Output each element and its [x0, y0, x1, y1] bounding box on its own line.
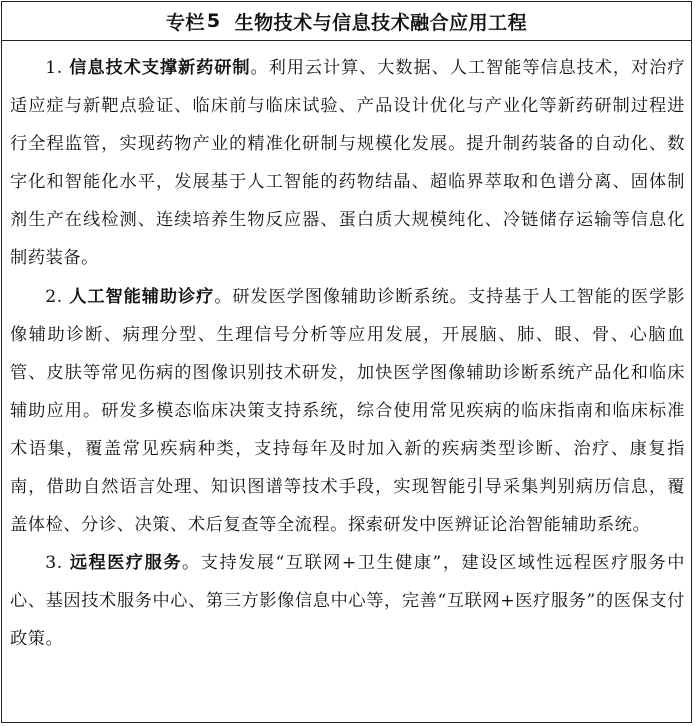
- section-2: [10, 278, 685, 545]
- column-content: [2, 41, 691, 659]
- section-3-number: 3.: [45, 553, 63, 574]
- column-box: [1, 1, 692, 723]
- section-2-heading: 人工智能辅助诊疗: [69, 286, 215, 307]
- column-label: 专栏: [165, 11, 205, 34]
- section-1-heading: 信息技术支撑新药研制: [69, 58, 251, 78]
- section-2-body: 。研发医学图像辅助诊断系统。支持基于人工智能的医学影像辅助诊断、病理分型、生理信号分析等应用发展，开展脑、肺、眼、骨、心脑血管、皮肤等常见伤病的图像识别技术研发，加快医学图像辅助诊断系统产品化和临床辅助应用。研发多模态临床决策支持系统，综合使用常见疾病的临床指南和临床标准术语集，覆盖常见疾病种类，支持每年及时加入新的疾病类型诊断、治疗、康复指南，借助自然语言处理、知识图谱等技术手段，实现智能引导采集判别病历信息，覆盖体检、分诊、决策、术后复查等全流程。探索研发中医辨证论治智能辅助系统。: [10, 286, 685, 536]
- column-number: 5: [206, 10, 221, 32]
- section-2-number: 2.: [45, 286, 63, 307]
- section-1-body: 。利用云计算、大数据、人工智能等信息技术，对治疗适应症与新靶点验证、临床前与临床试验、产品设计优化与产业化等新药研制过程进行全程监管，实现药物产业的精准化研制与规模化发展。提升制药装备的自动化、数字化和智能化水平，发展基于人工智能的药物结晶、超临界萃取和色谱分离、固体制剂生产在线检测、连续培养生物反应器、蛋白质大规模纯化、冷链储存运输等信息化制药装备。: [10, 58, 685, 269]
- section-3-heading: 远程医疗服务: [69, 553, 183, 574]
- section-1-number: 1.: [45, 58, 63, 78]
- section-3: [10, 544, 685, 658]
- column-title-bar: [2, 2, 691, 41]
- column-title: 生物技术与信息技术融合应用工程: [234, 11, 528, 34]
- section-1: [10, 49, 685, 278]
- section-3-body: 。支持发展“互联网+卫生健康”，建设区域性远程医疗服务中心、基因技术服务中心、第三方影像信息中心等，完善“互联网+医疗服务”的医保支付政策。: [10, 553, 685, 650]
